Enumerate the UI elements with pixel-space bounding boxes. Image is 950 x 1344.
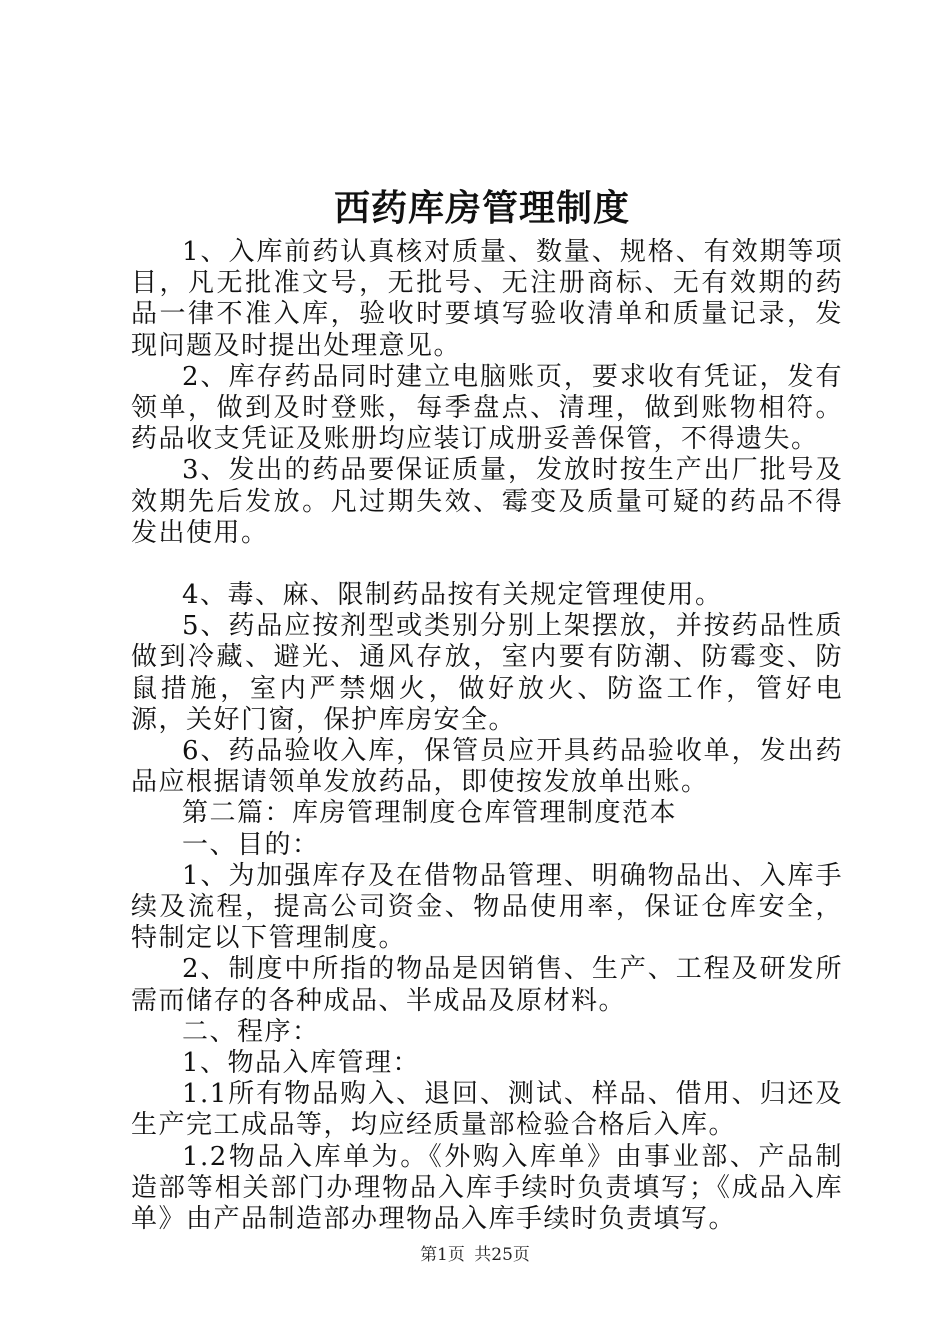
section-heading: 二、程序： [182,1016,320,1047]
paragraph: 1、入库前药认真核对质量、数量、规格、有效期等项目，凡无批准文号，无批号、无注册商标、无有效期的药品一律不准入库，验收时要填写验收清单和质量记录，发现问题及时提出处理意见。 [131,237,843,361]
paragraph: 4、毒、麻、限制药品按有关规定管理使用。 [182,580,723,611]
paragraph: 2、制度中所指的物品是因销售、生产、工程及研发所需而储存的各种成品、半成品及原材料。 [131,954,843,1016]
page-number: 第1页 [420,1245,465,1265]
paragraph: 3、发出的药品要保证质量，发放时按生产出厂批号及效期先后发放。凡过期失效、霉变及质量可疑的药品不得发出使用。 [131,455,843,548]
paragraph: 2、库存药品同时建立电脑账页，要求收有凭证，发有领单，做到及时登账，每季盘点、清理，做到账物相符。药品收支凭证及账册均应装订成册妥善保管，不得遗失。 [131,361,843,455]
paragraph: 1.1所有物品购入、退回、测试、样品、借用、归还及生产完工成品等，均应经质量部检验合格后入库。 [131,1079,843,1141]
paragraph: 1.2物品入库单为。《外购入库单》由事业部、产品制造部等相关部门办理物品入库手续时负责填写；《成品入库单》由产品制造部办理物品入库手续时负责填写。 [131,1141,843,1235]
paragraph: 5、药品应按剂型或类别分别上架摆放，并按药品性质做到冷藏、避光、通风存放，室内要有防潮、防霉变、防鼠措施，室内严禁烟火，做好放火、防盗工作，管好电源，关好门窗，保护库房安全。 [131,611,843,735]
paragraph: 6、药品验收入库，保管员应开具药品验收单，发出药品应根据请领单发放药品，即使按发放单出账。 [131,736,843,798]
document-body [131,237,843,1235]
page-title: 西药库房管理制度 [333,187,630,229]
section-heading: 第二篇：库房管理制度仓库管理制度范本 [182,798,678,829]
paragraph: 1、为加强库存及在借物品管理、明确物品出、入库手续及流程，提高公司资金、物品使用率，保证仓库安全，特制定以下管理制度。 [131,860,843,954]
section-heading: 1、物品入库管理： [182,1048,421,1079]
page-total: 共25页 [474,1245,530,1265]
section-heading: 一、目的： [182,829,320,860]
page-footer [0,1244,950,1266]
